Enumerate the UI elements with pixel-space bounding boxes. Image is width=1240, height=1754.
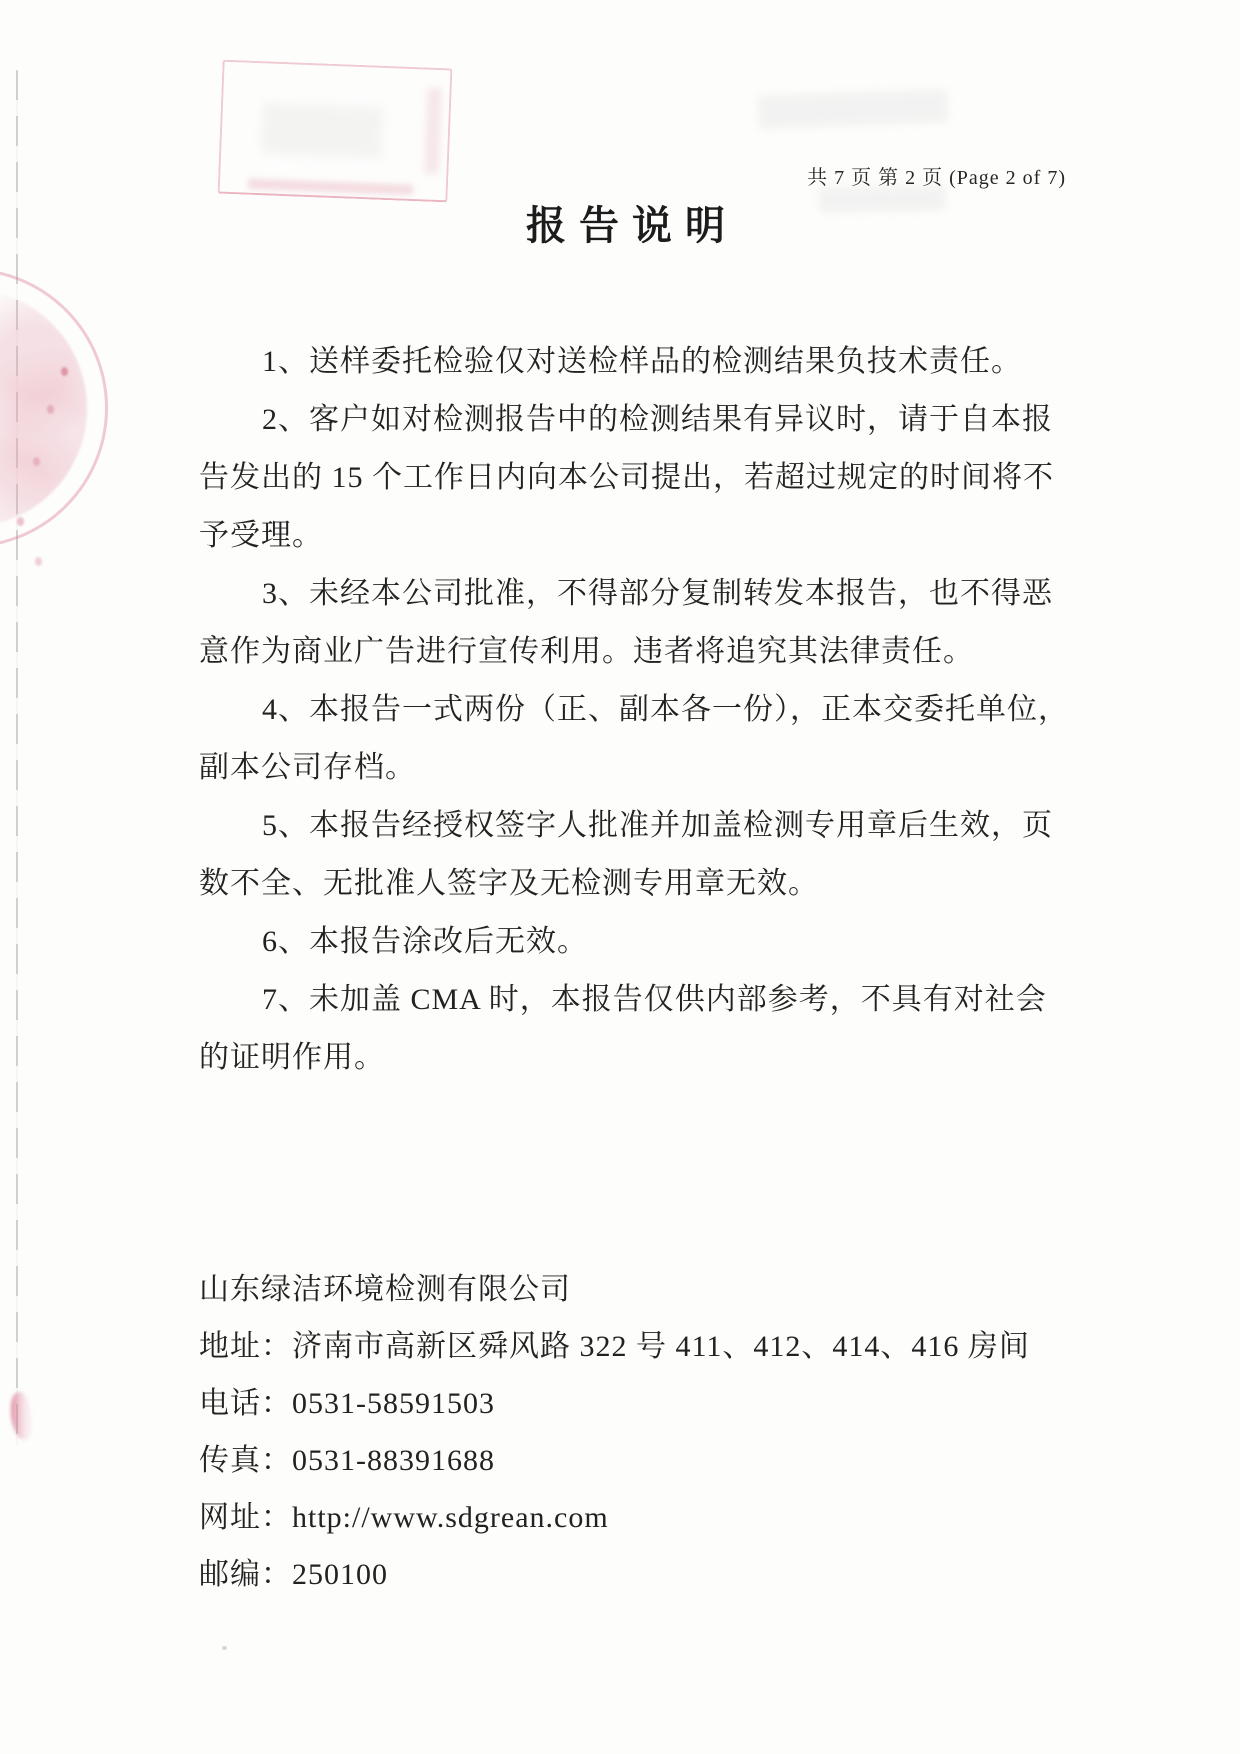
note-line-13: 的证明作用。 [199, 1041, 385, 1074]
note-line-8: 副本公司存档。 [199, 751, 416, 784]
stamp-ink-smear [424, 88, 441, 174]
note-line-2: 2、客户如对检测报告中的检测结果有异议时，请于自本报 [262, 403, 1053, 436]
report-notes [199, 333, 1069, 1087]
note-line-5: 3、未经本公司批准，不得部分复制转发本报告，也不得恶 [262, 577, 1053, 610]
note-line-11: 6、本报告涂改后无效。 [262, 925, 588, 958]
phone-label: 电话： [199, 1387, 292, 1420]
company-postcode-row [199, 1546, 1099, 1603]
ink-bleed-smudge [757, 89, 948, 130]
fax-value: 0531-88391688 [292, 1444, 495, 1477]
stamp-ink-smear [261, 103, 383, 158]
red-ink-streak [7, 1391, 35, 1442]
note-line-10: 数不全、无批准人签字及无检测专用章无效。 [199, 867, 819, 900]
company-fax-row [199, 1432, 1099, 1489]
note-line-12: 7、未加盖 CMA 时，本报告仅供内部参考，不具有对社会 [262, 983, 1047, 1016]
company-phone-row [199, 1375, 1099, 1432]
company-name: 山东绿洁环境检测有限公司 [199, 1273, 571, 1306]
company-info [199, 1261, 1099, 1603]
red-rectangular-stamp [218, 60, 453, 203]
website-label: 网址： [199, 1501, 292, 1534]
note-line-7: 4、本报告一式两份（正、副本各一份），正本交委托单位， [262, 693, 1069, 726]
fax-label: 传真： [199, 1444, 292, 1477]
note-line-9: 5、本报告经授权签字人批准并加盖检测专用章后生效，页 [262, 809, 1053, 842]
note-line-4: 予受理。 [199, 519, 323, 552]
note-line-3: 告发出的 15 个工作日内向本公司提出，若超过规定的时间将不 [199, 461, 1054, 494]
address-value: 济南市高新区舜风路 322 号 411、412、414、416 房间 [292, 1330, 1030, 1363]
postcode-label: 邮编： [199, 1558, 292, 1591]
page-title: 报告说明 [526, 203, 738, 248]
note-line-6: 意作为商业广告进行宣传利用。违者将追究其法律责任。 [199, 635, 974, 668]
phone-value: 0531-58591503 [292, 1387, 495, 1420]
website-value: http://www.sdgrean.com [292, 1501, 609, 1534]
red-round-stamp-partial [0, 268, 108, 548]
postcode-value: 250100 [292, 1558, 388, 1591]
company-address-row [199, 1318, 1099, 1375]
stamp-ink-smear [248, 179, 413, 195]
stamp-ink-specks [61, 367, 68, 376]
page-number: 共 7 页 第 2 页 (Page 2 of 7) [807, 167, 1066, 189]
address-label: 地址： [199, 1330, 292, 1363]
company-website-row [199, 1489, 1099, 1546]
note-line-1: 1、送样委托检验仅对送检样品的检测结果负技术责任。 [262, 345, 1022, 378]
scan-speck [222, 1646, 227, 1650]
stamp-ink-blotches [0, 289, 87, 527]
